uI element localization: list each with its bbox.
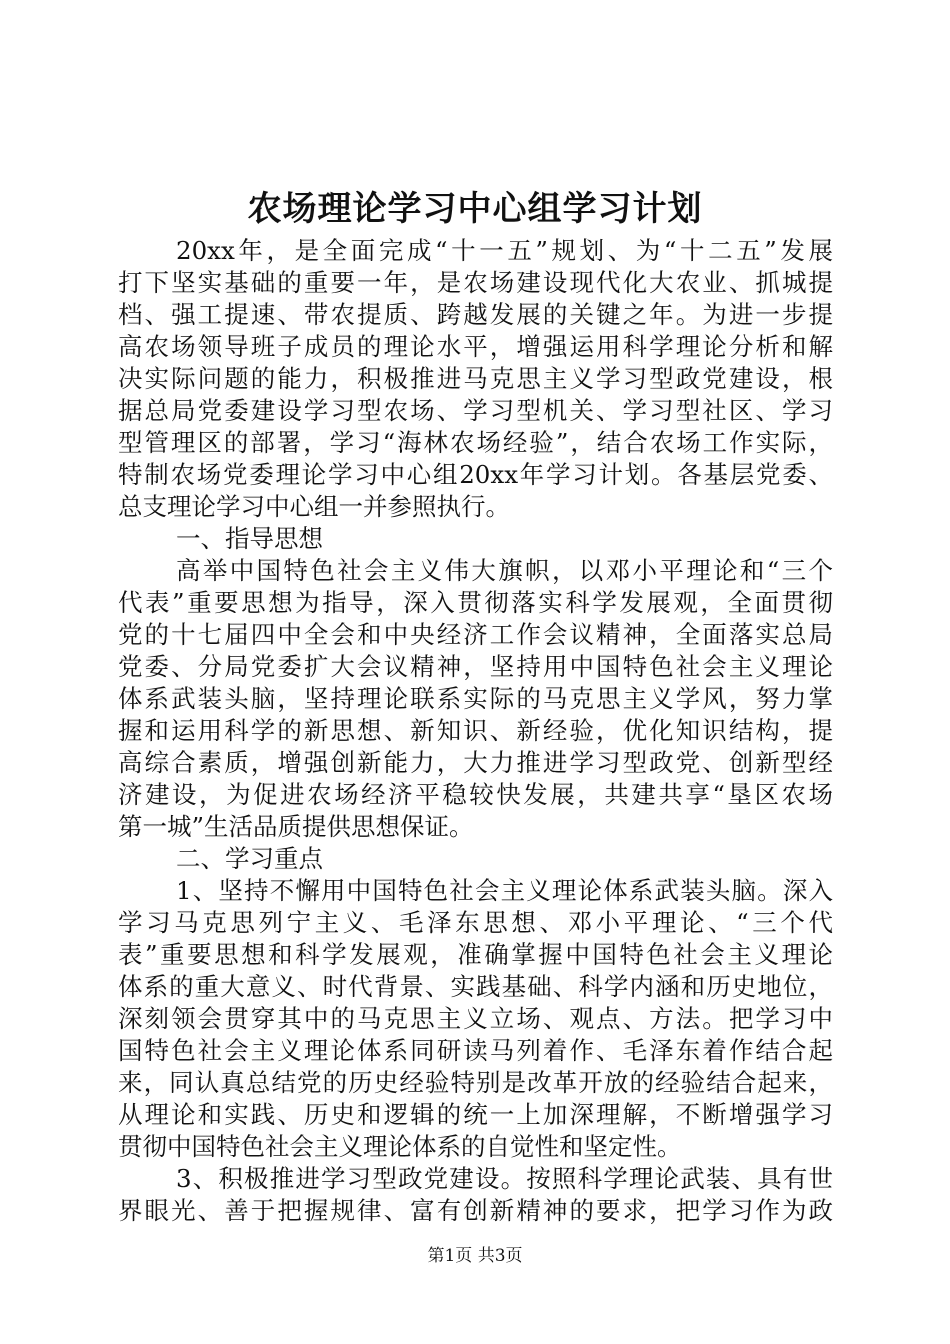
- text-line: 代表”重要思想为指导，深入贯彻落实科学发展观，全面贯彻: [118, 588, 833, 617]
- text-line: 3、积极推进学习型政党建设。按照科学理论武装、具有世: [176, 1164, 833, 1193]
- text-line: 体系的重大意义、时代背景、实践基础、科学内涵和历史地位，: [118, 972, 833, 1001]
- text-line: 20xx年，是全面完成“十一五”规划、为“十二五”发展: [176, 236, 833, 265]
- text-line: 握和运用科学的新思想、新知识、新经验，优化知识结构，提: [118, 716, 833, 745]
- text-line: 据总局党委建设学习型农场、学习型机关、学习型社区、学习: [118, 396, 833, 425]
- text-line: 打下坚实基础的重要一年，是农场建设现代化大农业、抓城提: [118, 268, 833, 297]
- text-line: 济建设，为促进农场经济平稳较快发展，共建共享“垦区农场: [118, 780, 833, 809]
- text-line: 型管理区的部署，学习“海林农场经验”，结合农场工作实际，: [118, 428, 833, 457]
- text-line: 表”重要思想和科学发展观，准确掌握中国特色社会主义理论: [118, 940, 833, 969]
- text-line: 贯彻中国特色社会主义理论体系的自觉性和坚定性。: [118, 1132, 682, 1161]
- text-line: 档、强工提速、带农提质、跨越发展的关键之年。为进一步提: [118, 300, 833, 329]
- text-line: 1、坚持不懈用中国特色社会主义理论体系武装头脑。深入: [176, 876, 833, 905]
- section-heading: 一、指导思想: [176, 524, 323, 553]
- text-line: 国特色社会主义理论体系同研读马列着作、毛泽东着作结合起: [118, 1036, 833, 1065]
- text-line: 第一城”生活品质提供思想保证。: [118, 812, 474, 841]
- text-line: 党委、分局党委扩大会议精神，坚持用中国特色社会主义理论: [118, 652, 833, 681]
- document-title: 农场理论学习中心组学习计划: [247, 189, 703, 229]
- text-line: 从理论和实践、历史和逻辑的统一上加深理解，不断增强学习: [118, 1100, 833, 1129]
- text-line: 高农场领导班子成员的理论水平，增强运用科学理论分析和解: [118, 332, 833, 361]
- text-line: 学习马克思列宁主义、毛泽东思想、邓小平理论、“三个代: [118, 908, 833, 937]
- text-line: 高举中国特色社会主义伟大旗帜，以邓小平理论和“三个: [176, 556, 833, 585]
- text-line: 体系武装头脑，坚持理论联系实际的马克思主义学风，努力掌: [118, 684, 833, 713]
- text-line: 来，同认真总结党的历史经验特别是改革开放的经验结合起来，: [118, 1068, 833, 1097]
- text-line: 高综合素质，增强创新能力，大力推进学习型政党、创新型经: [118, 748, 833, 777]
- text-line: 决实际问题的能力，积极推进马克思主义学习型政党建设，根: [118, 364, 833, 393]
- text-line: 界眼光、善于把握规律、富有创新精神的要求，把学习作为政: [118, 1196, 833, 1225]
- text-line: 特制农场党委理论学习中心组20xx年学习计划。各基层党委、: [118, 460, 833, 489]
- text-line: 总支理论学习中心组一并参照执行。: [118, 492, 510, 521]
- text-line: 党的十七届四中全会和中央经济工作会议精神，全面落实总局: [118, 620, 833, 649]
- section-heading: 二、学习重点: [176, 844, 323, 873]
- text-line: 深刻领会贯穿其中的马克思主义立场、观点、方法。把学习中: [118, 1004, 833, 1033]
- page-number-footer: 第1页 共3页: [427, 1246, 523, 1266]
